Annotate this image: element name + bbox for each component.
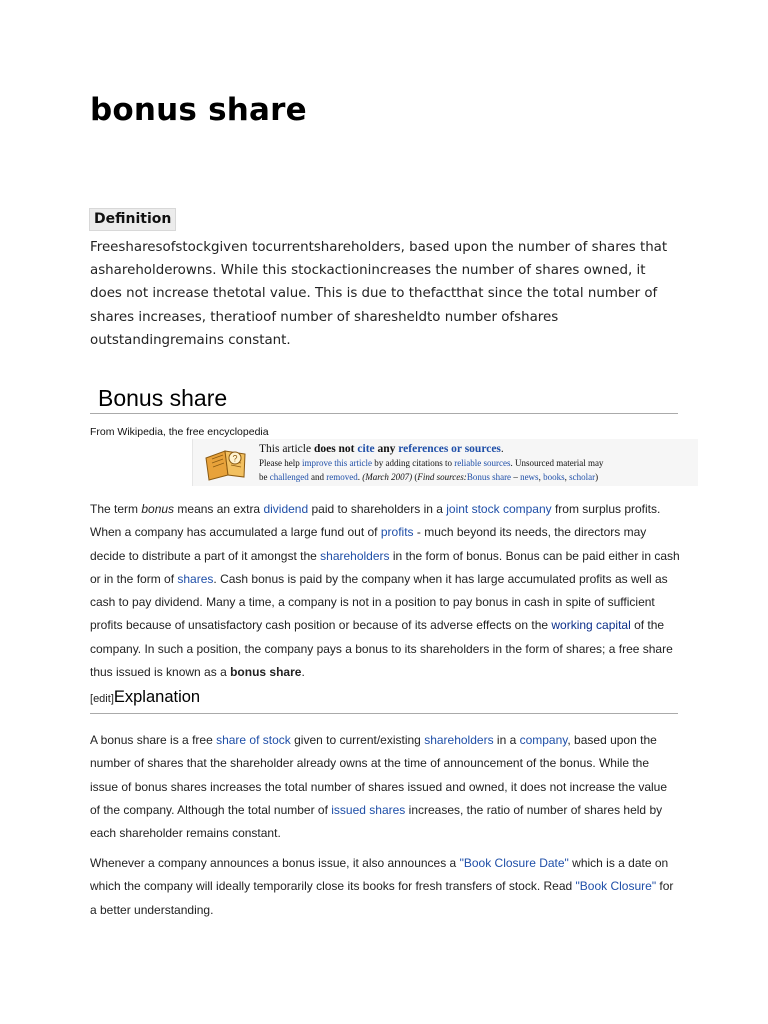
paragraph-text: Whenever a company announces a bonus issue, it also announces a: [90, 856, 460, 870]
svg-text:?: ?: [232, 453, 238, 464]
book-icon: [203, 444, 249, 482]
books-link[interactable]: books: [543, 472, 565, 482]
working-capital-link[interactable]: working capital: [551, 618, 631, 633]
shareholders-link[interactable]: shareholders: [320, 548, 390, 563]
notice-line-2: [259, 458, 603, 468]
notice-text: ): [595, 472, 599, 482]
paragraph-text: which is a date on which the company will ideally temporarily close its books for fresh transfers of stock. Read: [90, 856, 669, 894]
notice-text: .: [357, 472, 363, 482]
paragraph-text: in a: [493, 733, 520, 747]
news-link[interactable]: news: [520, 472, 539, 482]
explanation-heading: [90, 688, 200, 707]
paragraph-text: .: [301, 665, 305, 680]
page-title: bonus share: [90, 92, 307, 128]
scholar-link[interactable]: scholar: [569, 472, 596, 482]
profits-link[interactable]: profits: [380, 525, 414, 540]
notice-text: and: [308, 472, 327, 482]
notice-date: (March 2007): [362, 472, 413, 482]
edit-link[interactable]: edit: [93, 693, 111, 705]
notice-text: be: [259, 472, 270, 482]
dividend-link[interactable]: dividend: [263, 502, 309, 516]
explanation-paragraph-1: [90, 729, 680, 845]
definition-label: Definition: [89, 208, 176, 231]
book-closure-link[interactable]: "Book Closure": [575, 879, 657, 894]
paragraph-text: increases, the ratio of number of shares held by each shareholder remains constant.: [90, 802, 663, 841]
wiki-article-title: Bonus share: [98, 385, 228, 411]
removed-link[interactable]: removed: [326, 472, 358, 482]
paragraph-text: in the form of bonus. Bonus can be paid either in cash or in the form of: [90, 548, 680, 586]
paragraph-text: . Cash bonus is paid by the company when it has large accumulated profits as well as cash to pay dividend. Many a time, a company is not in a position to pay bonus in cash in spite of sufficient profits because of unsatisfactory cash position or because of its adverse effects on the: [90, 571, 668, 633]
definition-text: Freesharesofstockgiven tocurrentshareholders, based upon the number of shares that ashareholderowns. While this stockactionincreases the number of shares owned, it does not increase thetotal value. This is due to thefactthat since the total number of shares increases, theratioof number of sharesheldto number ofshares outstandingremains constant.: [90, 240, 668, 348]
joint-stock-company-link[interactable]: joint stock company: [446, 502, 552, 516]
references-link[interactable]: references or sources: [398, 443, 501, 455]
notice-bold-text: any: [374, 443, 399, 455]
notice-line-1: [259, 443, 504, 455]
search-term-link[interactable]: Bonus share: [466, 472, 512, 482]
intro-paragraph: [90, 498, 680, 684]
paragraph-text: means an extra: [174, 502, 264, 516]
challenged-link[interactable]: challenged: [269, 472, 309, 482]
bracket-text: ]: [110, 693, 114, 705]
notice-text: (: [412, 472, 418, 482]
notice-line-3: [259, 472, 598, 482]
paragraph-text: of the company. In such a position, the company pays a bonus to its shareholders in the form of shares; a free share thus issued is known as a: [90, 618, 673, 680]
cite-link[interactable]: cite: [357, 443, 375, 455]
title-divider: [90, 413, 678, 414]
paragraph-text: for a better understanding.: [90, 879, 674, 917]
company-link[interactable]: company: [519, 733, 568, 747]
paragraph-text: paid to shareholders in a: [308, 502, 447, 516]
notice-text: This article: [259, 443, 314, 455]
notice-text: ,: [538, 472, 544, 482]
shareholders-link[interactable]: shareholders: [424, 733, 494, 747]
reliable-sources-link[interactable]: reliable sources: [454, 458, 511, 468]
paragraph-text: from surplus profits. When a company has accumulated a large fund out of: [90, 502, 661, 540]
explanation-paragraph-2: [90, 852, 680, 922]
paragraph-text: given to current/existing: [290, 733, 425, 747]
shares-link[interactable]: shares: [177, 571, 214, 586]
share-of-stock-link[interactable]: share of stock: [216, 733, 291, 747]
paragraph-text: , based upon the number of shares that the shareholder already owns at the time of announcement of the bonus. While the issue of bonus shares increases the total number of shares issued and owned, it does not increase the value of the company. Although the total number of: [90, 733, 668, 817]
section-divider: [90, 713, 678, 714]
section-heading-text: Explanation: [113, 688, 201, 706]
notice-text: . Unsourced material may: [510, 458, 604, 468]
notice-text: Please help: [259, 458, 302, 468]
bracket-text: [: [90, 693, 94, 705]
bold-term: bonus share: [230, 665, 302, 680]
paragraph-text: A bonus share is a free: [90, 733, 217, 747]
book-closure-date-link[interactable]: "Book Closure Date": [459, 856, 569, 870]
citation-notice-box: [192, 439, 698, 486]
find-sources-label: Find sources:: [417, 472, 467, 482]
issued-shares-link[interactable]: issued shares: [331, 802, 406, 817]
notice-bold-text: does not: [313, 443, 355, 455]
notice-text: ,: [564, 472, 570, 482]
wiki-tagline: From Wikipedia, the free encyclopedia: [90, 426, 269, 438]
notice-text: –: [511, 472, 521, 482]
notice-text: by adding citations to: [371, 458, 455, 468]
emphasis-text: bonus: [141, 502, 175, 516]
improve-article-link[interactable]: improve this article: [302, 458, 372, 468]
paragraph-text: The term: [90, 502, 142, 516]
paragraph-text: - much beyond its needs, the directors may decide to distribute a part of it amongst the: [90, 525, 647, 563]
notice-text: .: [500, 443, 504, 455]
